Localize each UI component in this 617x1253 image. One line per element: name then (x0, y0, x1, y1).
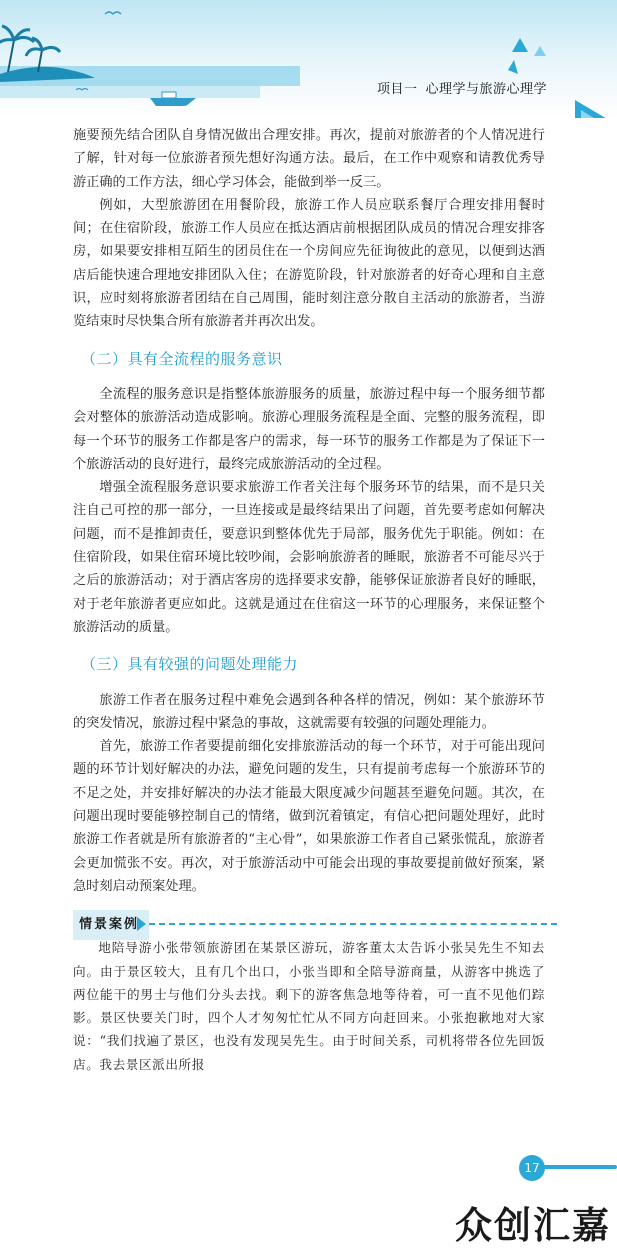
beach-scene-illustration (0, 0, 617, 118)
page-number-bar (541, 1165, 617, 1169)
main-content (73, 124, 545, 1076)
dashed-divider (149, 923, 557, 925)
paragraph: 旅游工作者在服务过程中难免会遇到各种各样的情况，例如：某个旅游环节的突发情况，旅游过程中紧急的事故，这就需要有较强的问题处理能力。 (73, 692, 545, 731)
paragraph: 全流程的服务意识是指整体旅游服务的质量，旅游过程中每一个服务细节都会对整体的旅游活动造成影响。旅游心理服务流程是全面、完整的服务流程，即每一个环节的服务工作都是客户的需求，每一环节的服务工作都是为了保证下一个旅游活动的良好进行，最终完成旅游活动的全过程。 (73, 386, 545, 472)
project-number: 项目一 (376, 82, 418, 97)
case-study-text: 地陪导游小张带领旅游团在某景区游玩，游客董太太告诉小张吴先生不知去向。由于景区较大，且有几个出口，小张当即和全陪导游商量，从游客中挑选了两位能干的男士与他们分头去找。剩下的游客焦急地等待着，可一直不见他们踪影。景区快要关门时，四个人才匆匆忙忙从不同方向赶回来。小张抱歉地对大家说：“我们找遍了景区，也没有发现吴先生。由于时间关系，司机将带各位先回饭店。我去景区派出所报 (73, 940, 545, 1072)
paragraph: 增强全流程服务意识要求旅游工作者关注每个服务环节的结果，而不是只关注自己可控的那一部分，一旦连接或是最终结果出了问题，首先要考虑如何解决问题，而不是推卸责任，要意识到整体优先于局部，服务优先于职能。例如：在住宿阶段，如果住宿环境比较吵闹，会影响旅游者的睡眠，旅游者不可能尽兴于之后的旅游活动；对于酒店客房的选择要求安静，能够保证旅游者良好的睡眠，对于老年旅游者更应如此。这就是通过在住宿这一环节的心理服务，来保证整个旅游活动的质量。 (73, 480, 545, 635)
play-triangle-icon (575, 100, 609, 118)
paragraph: 例如，大型旅游团在用餐阶段，旅游工作人员应联系餐厅合理安排用餐时间；在住宿阶段，旅游工作人员应在抵达酒店前根据团队成员的情况合理安排客房，如果要安排相互陌生的团员住在一个房间应先征询彼此的意见，以便到达酒店后能快速合理地安排团队入住；在游览阶段，针对旅游者的好奇心理和自主意识，应时刻将旅游者团结在自己周围，能时刻注意分散自主活动的旅游者，当游览结束时尽快集合所有旅游者并再次出发。 (73, 197, 545, 330)
case-study-header (73, 910, 545, 936)
section-heading: （三）具有较强的问题处理能力 (81, 655, 299, 674)
watermark-logo: 众创汇嘉 (455, 1204, 611, 1247)
case-study-label: 情景案例 (73, 910, 149, 939)
page-header (0, 0, 617, 118)
paragraph: 首先，旅游工作者要提前细化安排旅游活动的每一个环节，对于可能出现问题的环节计划好解决的办法，避免问题的发生，只有提前考虑每一个旅游环节的不足之处，并安排好解决的办法才能最大限度减少问题甚至避免问题。其次，在问题出现时要能够控制自己的情绪，做到沉着镇定，有信心把问题处理好，此时旅游工作者就是所有旅游者的“主心骨”，如果旅游工作者自己紧张慌乱，旅游者会更加慌张不安。再次，对于旅游活动中可能会出现的事故要提前做好预案，紧急时刻启动预案处理。 (73, 739, 545, 894)
paragraph: 施要预先结合团队自身情况做出合理安排。再次，提前对旅游者的个人情况进行了解，针对每一位旅游者预先想好沟通方法。最后，在工作中观察和请教优秀导游正确的工作方法，细心学习体会，能做到举一反三。 (73, 128, 545, 190)
section-heading: （二）具有全流程的服务意识 (81, 349, 283, 368)
chapter-title: 心理学与旅游心理学 (425, 82, 547, 97)
page-number: 17 (519, 1155, 545, 1181)
arrow-right-icon (137, 917, 146, 931)
running-header (377, 78, 547, 97)
